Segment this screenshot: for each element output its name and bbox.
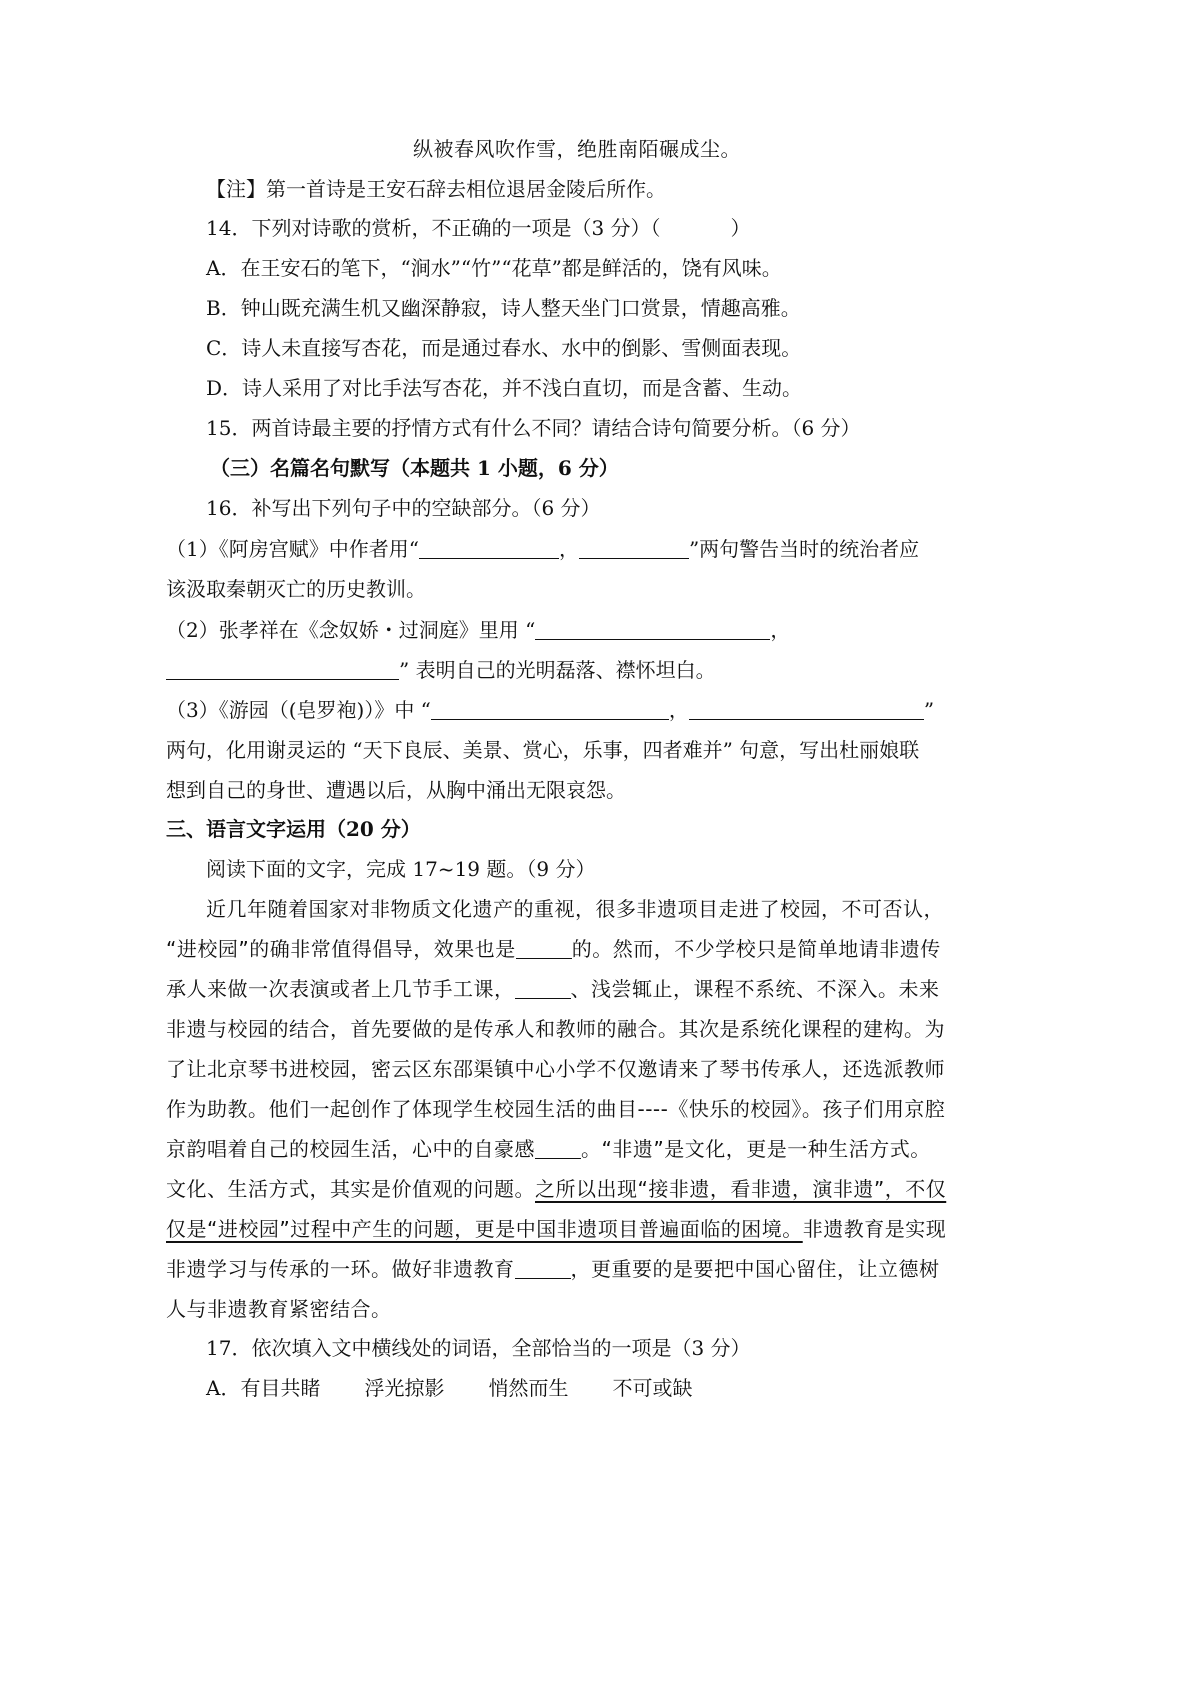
question-17-stem: 17．依次填入文中横线处的词语，全部恰当的一项是（3 分） bbox=[206, 1336, 751, 1360]
section-3-heading: （三）名篇名句默写（本题共 1 小题，6 分） bbox=[210, 456, 619, 480]
passage-line-3 bbox=[166, 975, 940, 1003]
passage-text: 非遗教育是实现 bbox=[802, 1217, 947, 1241]
close-quote: ” bbox=[923, 698, 935, 722]
passage-text: ，更重要的是要把中国心留住，让立德树 bbox=[570, 1257, 940, 1281]
q17-a-word-3: 悄然而生 bbox=[488, 1376, 569, 1400]
passage-line-2 bbox=[166, 935, 941, 963]
q16-2-suffix: ” 表明自己的光明磊落、襟怀坦白。 bbox=[399, 658, 716, 682]
passage-line-10 bbox=[166, 1255, 940, 1283]
passage-line-9 bbox=[166, 1215, 946, 1243]
comma: ， bbox=[770, 618, 791, 642]
question-15: 15．两首诗最主要的抒情方式有什么不同？请结合诗句简要分析。（6 分） bbox=[206, 416, 861, 440]
fill-blank[interactable] bbox=[515, 1256, 571, 1279]
passage-text: 文化、生活方式，其实是价值观的问题。 bbox=[166, 1177, 535, 1201]
fill-blank[interactable] bbox=[166, 657, 399, 680]
q16-2-prefix: （2）张孝祥在《念奴娇・过洞庭》里用 “ bbox=[166, 618, 536, 642]
q16-item-2-cont bbox=[166, 656, 716, 684]
underlined-sentence: 仅是“进校园”过程中产生的问题，更是中国非遗项目普遍面临的困境。 bbox=[166, 1217, 803, 1241]
poem-note: 【注】第一首诗是王安石辞去相位退居金陵后所作。 bbox=[206, 177, 666, 201]
passage-text: 京韵唱着自己的校园生活，心中的自豪感 bbox=[166, 1137, 535, 1161]
fill-blank[interactable] bbox=[515, 976, 571, 999]
q14-option-d: D．诗人采用了对比手法写杏花，并不浅白直切，而是含蓄、生动。 bbox=[206, 376, 803, 400]
question-14-stem bbox=[206, 214, 751, 242]
passage-line-7 bbox=[166, 1135, 931, 1163]
passage-text: 非遗学习与传承的一环。做好非遗教育 bbox=[166, 1257, 515, 1281]
reading-intro: 阅读下面的文字，完成 17~19 题。（9 分） bbox=[206, 857, 596, 881]
q16-item-1-cont: 该汲取秦朝灭亡的历史教训。 bbox=[166, 577, 426, 601]
fill-blank[interactable] bbox=[431, 697, 669, 720]
q16-item-2 bbox=[166, 616, 790, 644]
q17-a-word-4: 不可或缺 bbox=[612, 1376, 693, 1400]
q16-item-3-cont1: 两句，化用谢灵运的 “天下良辰、美景、赏心，乐事，四者难并” 句意，写出杜丽娘联 bbox=[166, 738, 920, 762]
q14-close-paren: ） bbox=[730, 216, 751, 240]
fill-blank[interactable] bbox=[419, 536, 559, 559]
q17-a-word-2: 浮光掠影 bbox=[364, 1376, 445, 1400]
passage-text: 承人来做一次表演或者上几节手工课， bbox=[166, 977, 515, 1001]
passage-text: 、浅尝辄止，课程不系统、不深入。未来 bbox=[570, 977, 940, 1001]
passage-text: 。“非遗”是文化，更是一种生活方式。 bbox=[581, 1137, 931, 1161]
underlined-sentence: 之所以出现“接非遗，看非遗，演非遗”，不仅 bbox=[535, 1177, 947, 1201]
q14-option-a: A．在王安石的笔下，“涧水”“竹”“花草”都是鲜活的，饶有风味。 bbox=[206, 256, 782, 280]
comma: ， bbox=[668, 698, 689, 722]
fill-blank[interactable] bbox=[516, 936, 572, 959]
q14-option-b: B．钟山既充满生机又幽深静寂，诗人整天坐门口赏景，情趣高雅。 bbox=[206, 296, 801, 320]
poem-last-line: 纵被春风吹作雪，绝胜南陌碾成尘。 bbox=[413, 137, 741, 161]
passage-text: “进校园”的确非常值得倡导，效果也是 bbox=[166, 937, 516, 961]
passage-line-5: 了让北京琴书进校园，密云区东邵渠镇中心小学不仅邀请来了琴书传承人，还选派教师 bbox=[166, 1057, 945, 1081]
passage-line-11: 人与非遗教育紧密结合。 bbox=[166, 1297, 392, 1321]
q17-option-a bbox=[206, 1374, 692, 1402]
comma: ， bbox=[558, 537, 579, 561]
q17-a-label: A．有目共睹 bbox=[206, 1376, 321, 1400]
passage-line-8 bbox=[166, 1175, 946, 1203]
q14-option-c: C．诗人未直接写杏花，而是通过春水、水中的倒影、雪侧面表现。 bbox=[206, 336, 802, 360]
part-3-heading: 三、语言文字运用（20 分） bbox=[166, 817, 421, 841]
fill-blank[interactable] bbox=[579, 536, 689, 559]
fill-blank[interactable] bbox=[689, 697, 924, 720]
q16-1-suffix: ”两句警告当时的统治者应 bbox=[688, 537, 920, 561]
q16-3-prefix: （3）《游园（(皂罗袍)）》中 “ bbox=[166, 698, 431, 722]
question-16-stem: 16．补写出下列句子中的空缺部分。（6 分） bbox=[206, 496, 601, 520]
q16-1-prefix: （1）《阿房宫赋》中作者用“ bbox=[166, 537, 419, 561]
q14-stem-text: 14．下列对诗歌的赏析，不正确的一项是（3 分）（ bbox=[206, 216, 661, 240]
fill-blank[interactable] bbox=[535, 617, 770, 640]
q16-item-3 bbox=[166, 696, 934, 724]
fill-blank[interactable] bbox=[535, 1136, 581, 1159]
passage-line-1: 近几年随着国家对非物质文化遗产的重视，很多非遗项目走进了校园，不可否认， bbox=[206, 897, 944, 921]
passage-text: 的。然而，不少学校只是简单地请非遗传 bbox=[571, 937, 941, 961]
passage-line-6: 作为助教。他们一起创作了体现学生校园生活的曲目----《快乐的校园》。孩子们用京腔 bbox=[166, 1097, 946, 1121]
passage-line-4: 非遗与校园的结合，首先要做的是传承人和教师的融合。其次是系统化课程的建构。为 bbox=[166, 1017, 945, 1041]
q16-item-1 bbox=[166, 535, 919, 563]
q16-item-3-cont2: 想到自己的身世、遭遇以后，从胸中涌出无限哀怨。 bbox=[166, 778, 626, 802]
